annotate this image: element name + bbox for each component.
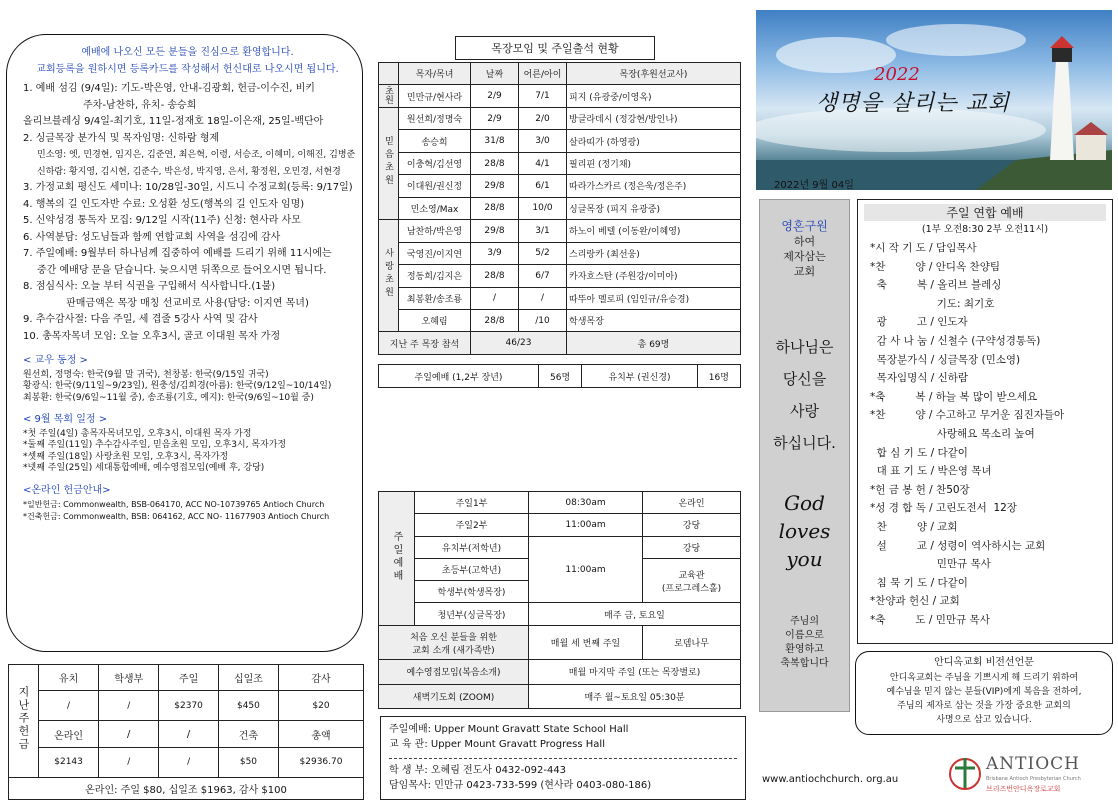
bless-line: 축복합니다 — [780, 658, 829, 669]
announce-item: 5. 신약성경 통독자 모집: 9/12일 시작(11주) 신청: 현사라 사모 — [23, 215, 301, 226]
visit-item: *넷째 주일(25일) 세대통합예배, 예수영접모임(예배 후, 강당) — [23, 463, 265, 473]
worship-item: *성 경 합 독 / 고린도전서 12장 — [870, 502, 1017, 515]
schedule-cell: 11:00am — [529, 514, 643, 536]
mokjang-table — [378, 62, 741, 355]
welcome-line-2: 교회등록을 원하시면 등록카드를 작성해서 헌신대로 나오시면 됩니다. — [36, 64, 339, 75]
attendance-value: 56명 — [538, 365, 581, 388]
staff-item: 최봉환: 한국(9/6일~11월 중), 송조룡(기호, 예지): 한국(9/6일~10월 중) — [23, 392, 314, 403]
god-loves-you: loves — [778, 519, 831, 543]
worship-item: *찬 양 / 수고하고 무거운 짐진자들아 — [870, 409, 1065, 422]
offering-header: 감사 — [279, 665, 364, 691]
worship-item: *축 복 / 하늘 복 많이 받으세요 — [870, 390, 1038, 403]
offering-header: 주일 — [159, 665, 219, 691]
mokjang-cell: 3/1 — [519, 220, 567, 242]
mokjang-header: 날짜 — [471, 63, 519, 85]
schedule-cell: 학생부(학생목장) — [415, 581, 529, 603]
mokjang-cell: 국영진/이지연 — [399, 242, 471, 264]
love-line: 하나님은 — [775, 338, 834, 356]
vision-line: 사명으로 삼고 있습니다. — [936, 715, 1032, 725]
schedule-cell: 주일1부 — [415, 492, 529, 514]
mokjang-cell: 7/1 — [519, 85, 567, 107]
mokjang-cell: 28/8 — [471, 197, 519, 219]
worship-item: *찬 양 / 안디옥 찬양팀 — [870, 260, 1000, 273]
schedule-cell: 주일2부 — [415, 514, 529, 536]
logo-icon — [946, 754, 984, 790]
staff-title: < 교우 동정 > — [23, 355, 88, 366]
schedule-cell: 새벽기도회 (ZOOM) — [379, 684, 529, 708]
website-link[interactable]: www.antiochchurch. org.au — [762, 774, 899, 785]
visit-title: < 9월 목회 일정 > — [23, 414, 108, 425]
attendance-label: 주일예배 (1,2부 장년) — [379, 365, 539, 388]
mokjang-cell: /10 — [519, 309, 567, 331]
offering-side-label: 지난주헌금 — [9, 665, 39, 778]
schedule-cell: 예수영접모임(복음소개) — [379, 660, 529, 684]
mokjang-cell: 2/9 — [471, 85, 519, 107]
mokjang-header: 목장(후원선교사) — [567, 63, 741, 85]
offering-header: 학생부 — [99, 665, 159, 691]
announce-item: 2. 싱글목장 분가식 및 목자임명: 신하람 형제 — [23, 132, 220, 144]
last-week-value: 46/23 — [471, 332, 567, 355]
vision-line: 안디옥교회는 주님을 기쁘시게 해 드리기 위하여 — [889, 673, 1079, 683]
announce-item: 1. 예배 섬김 (9/4일): 기도-박은영, 안내-김광회, 헌금-이수진, 비키 — [23, 83, 315, 94]
schedule-cell: 매주 금, 토요일 — [529, 603, 741, 625]
vision-line: 주님의 제자로 삼는 것을 가장 중요한 교회의 — [897, 701, 1071, 711]
mokjang-cell: 살라띠가 (하영광) — [567, 130, 741, 152]
announce-item: 민소영: 엣, 민경현, 임지은, 김준연, 최은혁, 이령, 서승조, 이혜미, 이해진, 김병준 — [37, 150, 356, 160]
mokjang-cell: 31/8 — [471, 130, 519, 152]
vision-box — [855, 651, 1113, 735]
love-line: 사랑 — [790, 402, 819, 420]
mokjang-cell: 카자흐스탄 (주원강/이미아) — [567, 265, 741, 287]
worship-item: 설 교 / 성령이 역사하시는 교회 — [870, 539, 1046, 552]
mokjang-header: 어른/아이 — [519, 63, 567, 85]
online-title: <온라인 헌금안내> — [23, 484, 111, 496]
mokjang-cell: 이충혁/김선영 — [399, 152, 471, 174]
mokjang-cell: 송승희 — [399, 130, 471, 152]
attendance-value: 16명 — [697, 365, 740, 388]
mokjang-cell: 남찬하/박은영 — [399, 220, 471, 242]
announce-item: 3. 가정교회 평신도 세미나: 10/28일-30일, 시드니 수정교회(등록: 9/17일) — [23, 182, 353, 193]
offering-cell: / — [39, 691, 99, 721]
offering-table — [8, 664, 364, 800]
staff-item: 원선희, 정명숙: 한국(9월 말 귀국), 천창봉: 한국(9/15일 귀국) — [23, 369, 269, 380]
offering-header: 총액 — [279, 721, 364, 747]
announce-item: 올리브블레싱 9/4일-최기호, 11일-정재호 18일-이은재, 25일-백단아 — [23, 116, 324, 127]
offering-footer: 온라인: 주일 $80, 십일조 $1963, 감사 $100 — [9, 777, 364, 799]
worship-item: 사랑해요 목소리 높여 — [870, 427, 1035, 440]
worship-item: 감 사 나 눔 / 신철수 (구약성경통독) — [870, 334, 1041, 347]
offering-header: / — [159, 721, 219, 747]
worship-item: 기도: 최기호 — [870, 297, 995, 310]
mokjang-cell: 오혜림 — [399, 309, 471, 331]
announce-item: 주차-남찬하, 유치- 송승희 — [83, 99, 197, 111]
logo-subtitle: Brisbane Antioch Presbyterian Church — [986, 776, 1081, 782]
announce-item: 6. 사역분담: 성도님들과 함께 연합교회 사역을 섬김에 감사 — [23, 231, 281, 243]
mokjang-cell: 피지 (유광중/이영옥) — [567, 85, 741, 107]
worship-item: *찬양과 헌신 / 교회 — [870, 595, 960, 608]
schedule-table — [378, 491, 741, 709]
mokjang-cell: 민만규/현사라 — [399, 85, 471, 107]
love-line: 당신을 — [782, 370, 827, 388]
motto-line: 교회 — [793, 265, 816, 278]
schedule-cell: 매월 세 번째 주일 — [529, 625, 643, 659]
address-line: 담임목사: 민만규 0423-733-599 (현사라 0403-080-186) — [389, 780, 652, 791]
schedule-cell: 로뎀나무 — [643, 625, 741, 659]
offering-header: 십일조 — [218, 665, 278, 691]
address-line: 주일예배: Upper Mount Gravatt State School Hall — [389, 724, 629, 735]
announce-item: 10. 총목자목녀 모임: 오늘 오후3시, 골코 이대원 목자 가정 — [23, 330, 281, 342]
mokjang-title: 목장모임 및 주일출석 현황 — [455, 36, 655, 60]
worship-item: 목장분가식 / 싱글목장 (민소영) — [870, 353, 1021, 366]
worship-item: *축 도 / 민만규 목사 — [870, 613, 990, 626]
offering-cell: / — [99, 691, 159, 721]
offering-cell: / — [99, 747, 159, 777]
cover-image — [756, 10, 1112, 190]
online-item: *건축헌금: Commonwealth, BSB: 064162, ACC NO- 11677903 Antioch Church — [23, 511, 330, 521]
mokjang-cell: 28/8 — [471, 152, 519, 174]
announce-item: 8. 점심식사: 오늘 부터 식권을 구입해서 식사합니다.(1불) — [23, 281, 276, 292]
worship-item: 합 심 기 도 / 다같이 — [870, 446, 968, 459]
schedule-side-label: 주일예배 — [379, 492, 415, 626]
offering-cell: $2936.70 — [279, 747, 364, 777]
mokjang-cell: 싱글목장 (피지 유광중) — [567, 197, 741, 219]
announce-item: 신하람: 황지영, 김시현, 김준수, 박은성, 박지영, 은서, 황정원, 오민경, 서현경 — [37, 166, 341, 177]
mokjang-cell: 29/8 — [471, 220, 519, 242]
address-line: 교 육 관: Upper Mount Gravatt Progress Hall — [389, 739, 605, 750]
mokjang-cell: 원선희/정명숙 — [399, 107, 471, 129]
staff-item: 황광식: 한국(9/11일~9/23일), 원충성/김희경(아름): 한국(9/12일~10/14일) — [23, 381, 332, 391]
announce-item: 7. 주일예배: 9월부터 하나님께 집중하여 예배를 드리기 위해 11시에는 — [23, 248, 332, 259]
visit-item: *둘째 주일(11일) 추수감사주일, 믿음초원 모임, 오후3시, 목자가정 — [23, 440, 287, 450]
schedule-cell: 강당 — [643, 514, 741, 536]
god-loves-you: God — [784, 491, 825, 515]
group-label: 믿음초원 — [379, 107, 399, 219]
mokjang-cell: 민소영/Max — [399, 197, 471, 219]
mokjang-cell: 29/8 — [471, 175, 519, 197]
offering-cell: $20 — [279, 691, 364, 721]
schedule-cell: 08:30am — [529, 492, 643, 514]
mokjang-cell: 하노이 베텔 (이동완/이혜영) — [567, 220, 741, 242]
mokjang-cell: 10/0 — [519, 197, 567, 219]
visit-item: *첫 주일(4일) 총목자목녀모임, 오후3시, 이대원 목자 가정 — [23, 428, 252, 439]
vision-line: 예수님을 믿지 않는 분들(VIP)에게 복음을 전하여, — [886, 687, 1082, 697]
schedule-cell: 교육관 (프로그레스홀) — [643, 558, 741, 603]
logo-text: ANTIOCH — [986, 754, 1080, 774]
offering-header: / — [99, 721, 159, 747]
motto-line: 영혼구원 — [781, 219, 828, 233]
offering-cell: $2143 — [39, 747, 99, 777]
offering-cell: $2370 — [159, 691, 219, 721]
mokjang-cell: 학생목장 — [567, 309, 741, 331]
announce-item: 4. 행복의 길 인도자반 수료: 오성환 성도(행복의 길 인도자 임명) — [23, 198, 305, 210]
church-logo — [946, 752, 1114, 800]
mokjang-cell: 최봉환/송조룡 — [399, 287, 471, 309]
last-week-label: 지난 주 목장 참석 — [379, 332, 471, 355]
mokjang-header — [379, 63, 399, 85]
schedule-cell: 강당 — [643, 536, 741, 558]
mokjang-cell: 3/0 — [519, 130, 567, 152]
worship-item: 축 복 / 올리브 블레싱 — [870, 279, 1002, 292]
logo-korean: 브리즈번안디옥장로교회 — [986, 785, 1061, 793]
mokjang-cell: 2/0 — [519, 107, 567, 129]
announce-item: 판매금액은 목장 매칭 선교비로 사용(담당: 이지연 목녀) — [66, 297, 309, 309]
love-line: 하십니다. — [773, 434, 836, 452]
cover-year: 2022 — [874, 64, 920, 85]
attendance-label: 유치부 (권신경) — [582, 365, 697, 388]
worship-item: *시 작 기 도 / 담임목사 — [870, 242, 977, 254]
worship-item: 찬 양 / 교회 — [870, 520, 958, 533]
mokjang-header: 목자/목녀 — [399, 63, 471, 85]
mokjang-cell: 3/9 — [471, 242, 519, 264]
online-item: *일반헌금: Commonwealth, BSB-064170, ACC NO-10739765 Antioch Church — [23, 500, 325, 509]
bless-line: 이름으로 — [785, 630, 824, 641]
mokjang-cell: 따뚜아 멜로피 (임인규/유승경) — [567, 287, 741, 309]
offering-cell: / — [159, 747, 219, 777]
announce-item: 중간 예배당 문을 닫습니다. 늦으시면 뒤쪽으로 들어오시면 됩니다. — [37, 264, 327, 276]
bless-line: 주님의 — [790, 616, 819, 627]
group-label: 초원 — [379, 85, 399, 107]
announce-item: 9. 추수감사절: 다음 주일, 세 겹줄 5강사 사역 및 감사 — [23, 314, 258, 325]
offering-cell: $50 — [218, 747, 278, 777]
mokjang-cell: 28/8 — [471, 309, 519, 331]
schedule-cell: 매주 월~토요일 05:30분 — [529, 684, 741, 708]
schedule-cell: 처음 오신 분들을 위한 교회 소개 (새가족반) — [379, 625, 529, 659]
bless-line: 환영하고 — [785, 644, 824, 655]
mokjang-cell: 필리핀 (정기채) — [567, 152, 741, 174]
mokjang-cell: 따라가스카르 (정은욱/정은주) — [567, 175, 741, 197]
last-week-total: 총 69명 — [567, 332, 741, 355]
mokjang-cell: 이대원/권신정 — [399, 175, 471, 197]
offering-cell: $450 — [218, 691, 278, 721]
mokjang-cell: 스리랑카 (최선웅) — [567, 242, 741, 264]
motto-line: 하여 — [793, 235, 816, 248]
mokjang-cell: 5/2 — [519, 242, 567, 264]
vision-title: 안디옥교회 비전선언문 — [934, 657, 1034, 668]
offering-header: 유치 — [39, 665, 99, 691]
worship-item: 광 고 / 인도자 — [870, 316, 968, 329]
group-label: 사랑초원 — [379, 220, 399, 332]
schedule-cell: 온라인 — [643, 492, 741, 514]
schedule-cell: 매월 마지막 주일 (또는 목장별로) — [529, 660, 741, 684]
welcome-line-1: 예배에 나오신 모든 분들을 진심으로 환영합니다. — [81, 47, 294, 58]
cover-date: 2022년 9월 04일 — [774, 180, 854, 190]
schedule-cell: 유치부(저학년) — [415, 536, 529, 558]
worship-item: 대 표 기 도 / 박은영 목녀 — [870, 465, 992, 478]
schedule-cell: 초등부(고학년) — [415, 558, 529, 580]
mokjang-cell: 6/7 — [519, 265, 567, 287]
god-loves-you: you — [786, 547, 823, 571]
mokjang-cell: / — [471, 287, 519, 309]
worship-item: 침 묵 기 도 / 다같이 — [870, 576, 968, 589]
schedule-cell: 청년부(싱글목장) — [415, 603, 529, 625]
announcement-panel — [6, 34, 363, 652]
worship-item: 목자임명식 / 신하람 — [870, 372, 969, 385]
mokjang-cell: 방글라데시 (정강현/방인나) — [567, 107, 741, 129]
middle-column — [759, 199, 850, 712]
cover-title: 생명을 살리는 교회 — [816, 91, 1011, 116]
schedule-cell: 11:00am — [529, 536, 643, 603]
visit-item: *셋째 주일(18일) 사랑초원 모임, 오후3시, 목자가정 — [23, 451, 229, 462]
worship-title: 주일 연합 예배 — [864, 204, 1106, 221]
offering-header: 온라인 — [39, 721, 99, 747]
mokjang-cell: 정동희/김지은 — [399, 265, 471, 287]
attendance-table — [378, 364, 741, 388]
offering-header: 건축 — [218, 721, 278, 747]
address-box — [380, 716, 746, 800]
worship-item: *헌 금 봉 헌 / 찬50장 — [870, 483, 970, 496]
mokjang-cell: 2/9 — [471, 107, 519, 129]
motto-line: 제자삼는 — [783, 250, 826, 263]
address-line: 학 생 부: 오혜림 전도사 0432-092-443 — [389, 765, 567, 776]
worship-item: 민만규 목사 — [870, 558, 991, 571]
mokjang-cell: / — [519, 287, 567, 309]
worship-subtitle: (1부 오전8:30 2부 오전11시) — [921, 224, 1049, 235]
mokjang-cell: 28/8 — [471, 265, 519, 287]
mokjang-cell: 6/1 — [519, 175, 567, 197]
worship-order — [857, 199, 1113, 644]
mokjang-cell: 4/1 — [519, 152, 567, 174]
